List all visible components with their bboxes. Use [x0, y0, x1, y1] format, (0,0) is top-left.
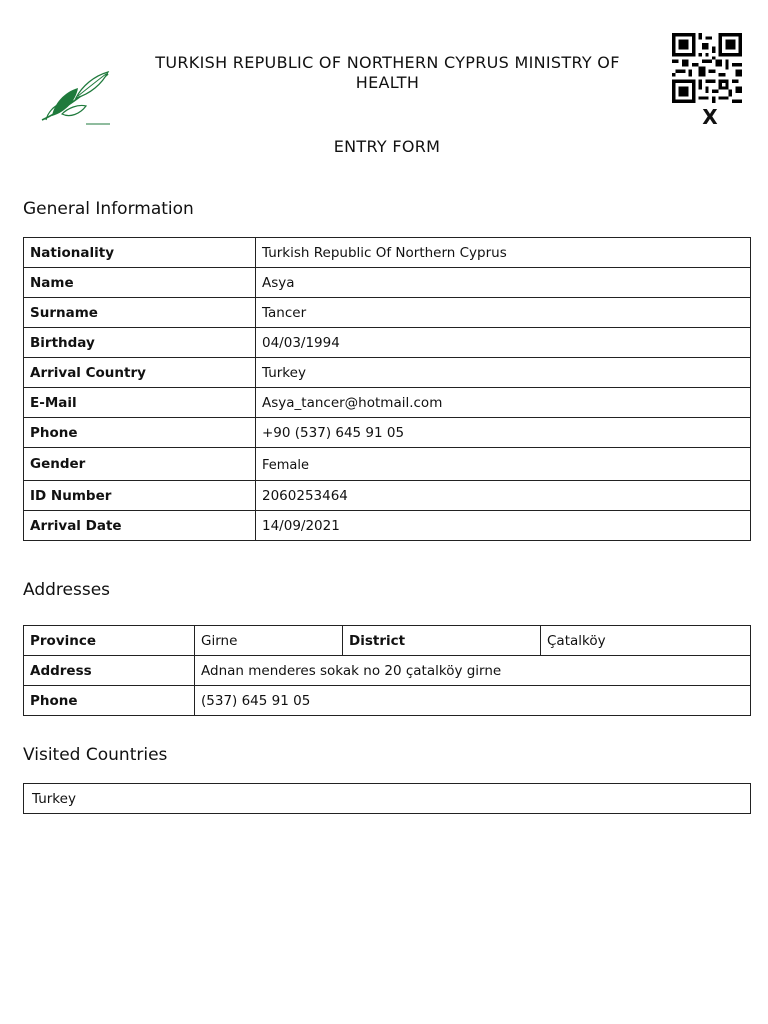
- qr-mark: X: [702, 105, 718, 129]
- address-phone-value: (537) 645 91 05: [195, 686, 751, 716]
- province-label: Province: [24, 626, 195, 656]
- name-value: Asya: [256, 268, 751, 298]
- visited-countries-table: [23, 783, 751, 814]
- phone-value: +90 (537) 645 91 05: [256, 418, 751, 448]
- arrival-country-label: Arrival Country: [24, 358, 256, 388]
- visited-countries-heading: Visited Countries: [23, 745, 168, 765]
- birthday-label: Birthday: [24, 328, 256, 358]
- table-row: [24, 784, 751, 814]
- table-row: [24, 481, 751, 511]
- address-label: Address: [24, 656, 195, 686]
- surname-value: Tancer: [256, 298, 751, 328]
- table-row: [24, 448, 751, 481]
- arrival-country-value: Turkey: [256, 358, 751, 388]
- id-number-label: ID Number: [24, 481, 256, 511]
- addresses-table: [23, 625, 751, 716]
- table-row: [24, 298, 751, 328]
- general-information-table: [23, 237, 751, 541]
- table-row: [24, 388, 751, 418]
- qr-code-icon: [670, 33, 744, 103]
- district-label: District: [343, 626, 541, 656]
- id-number-value: 2060253464: [256, 481, 751, 511]
- address-value: Adnan menderes sokak no 20 çatalköy girne: [195, 656, 751, 686]
- birthday-value: 04/03/1994: [256, 328, 751, 358]
- address-phone-label: Phone: [24, 686, 195, 716]
- arrival-date-label: Arrival Date: [24, 511, 256, 541]
- table-row: [24, 328, 751, 358]
- visited-country-value: Turkey: [24, 784, 751, 814]
- table-row: [24, 238, 751, 268]
- table-row: [24, 268, 751, 298]
- table-row: [24, 656, 751, 686]
- nationality-value: Turkish Republic Of Northern Cyprus: [256, 238, 751, 268]
- phone-label: Phone: [24, 418, 256, 448]
- ministry-title: TURKISH REPUBLIC OF NORTHERN CYPRUS MINISTRY OF HEALTH: [155, 53, 620, 92]
- olive-branch-logo-icon: [38, 68, 114, 128]
- email-label: E-Mail: [24, 388, 256, 418]
- table-row: [24, 626, 751, 656]
- email-value: Asya_tancer@hotmail.com: [256, 388, 751, 418]
- table-row: [24, 686, 751, 716]
- addresses-heading: Addresses: [23, 580, 111, 600]
- arrival-date-value: 14/09/2021: [256, 511, 751, 541]
- table-row: [24, 511, 751, 541]
- table-row: [24, 418, 751, 448]
- general-information-heading: General Information: [23, 199, 194, 219]
- province-value: Girne: [195, 626, 343, 656]
- nationality-label: Nationality: [24, 238, 256, 268]
- district-value: Çatalköy: [541, 626, 751, 656]
- surname-label: Surname: [24, 298, 256, 328]
- form-title: ENTRY FORM: [333, 137, 441, 156]
- gender-label: Gender: [24, 448, 256, 481]
- name-label: Name: [24, 268, 256, 298]
- table-row: [24, 358, 751, 388]
- gender-value: Female: [256, 448, 751, 481]
